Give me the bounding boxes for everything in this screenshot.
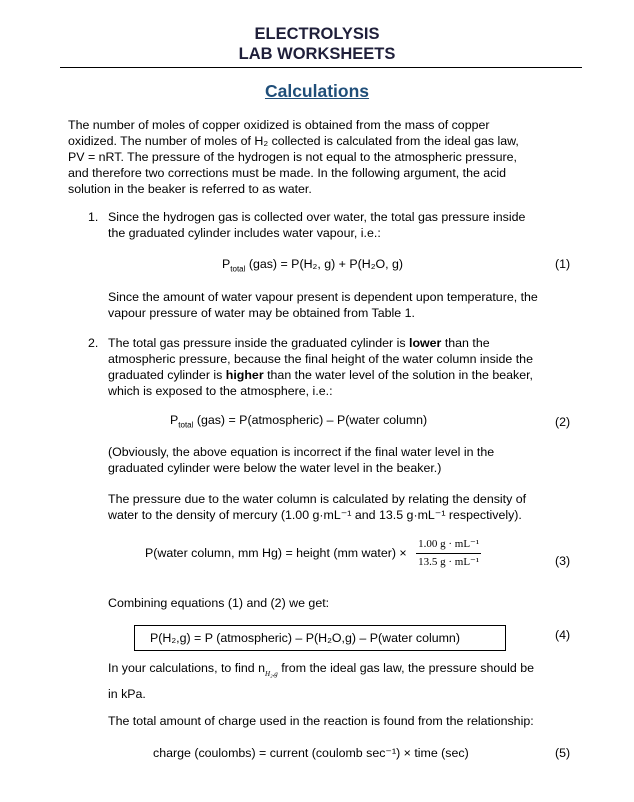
density-fraction bbox=[416, 538, 481, 569]
intro-line: PV = nRT. The pressure of the hydrogen is not equal to the atmospheric pressure, bbox=[68, 150, 517, 164]
intro-line: The number of moles of copper oxidized is obtained from the mass of copper bbox=[68, 118, 490, 132]
equation-5-number: (5) bbox=[555, 746, 571, 760]
equation-4: P(H₂,g) = P (atmospheric) – P(H₂O,g) – P(water column) bbox=[150, 631, 460, 645]
equation-4-number: (4) bbox=[555, 628, 571, 642]
item1-after-line: vapour pressure of water may be obtained from Table 1. bbox=[108, 306, 415, 320]
equation-3: P(water column, mm Hg) = height (mm water) × $\frac{\text{1.00 g · mL⁻¹}}{\text{13.5 g · mL⁻¹}}$ bbox=[145, 538, 480, 568]
equation-5: charge (coulombs) = current (coulomb sec⁻¹) × time (sec) bbox=[153, 746, 469, 760]
item2-note bbox=[108, 444, 578, 476]
worksheet-title-line2: LAB WORKSHEETS bbox=[238, 45, 396, 63]
intro-line: solution in the beaker is referred to as water. bbox=[68, 182, 312, 196]
worksheet-title-line1: ELECTROLYSIS bbox=[254, 25, 380, 43]
item1-after bbox=[108, 289, 578, 321]
item1-text bbox=[108, 209, 578, 241]
item1-line: Since the hydrogen gas is collected over water, the total gas pressure inside bbox=[108, 210, 526, 224]
equation-2: $P_{total}$ (gas) = P(atmospheric) – P(water column) bbox=[170, 413, 428, 430]
equation-2-number: (2) bbox=[555, 415, 571, 429]
intro-line: and therefore two corrections must be made. In the following argument, the acid bbox=[68, 166, 507, 180]
density-line: The pressure due to the water column is calculated by relating the density of bbox=[108, 492, 527, 506]
density-paragraph bbox=[108, 491, 578, 523]
kpa-paragraph bbox=[108, 660, 588, 702]
fraction-denominator: 13.5 g · mL⁻¹ bbox=[418, 556, 480, 568]
item1-after-line: Since the amount of water vapour present is dependent upon temperature, the bbox=[108, 290, 538, 304]
fraction-numerator: 1.00 g · mL⁻¹ bbox=[416, 538, 481, 554]
kpa-line: In your calculations, to find $n_{H_2,g}$ from the ideal gas law, the pressure should be bbox=[108, 661, 535, 678]
item2-line: atmospheric pressure, because the final height of the water column inside the bbox=[108, 352, 533, 366]
item-number: 1. bbox=[88, 210, 99, 224]
item2-text bbox=[108, 335, 578, 399]
kpa-line: in kPa. bbox=[108, 687, 146, 701]
header-divider bbox=[60, 67, 582, 68]
section-heading: Calculations bbox=[264, 81, 370, 101]
charge-intro: The total amount of charge used in the reaction is found from the relationship: bbox=[108, 714, 534, 728]
equation-3-number: (3) bbox=[555, 554, 571, 568]
item-number: 2. bbox=[88, 336, 99, 350]
item2-line: The total gas pressure inside the graduated cylinder is lower than the bbox=[108, 336, 490, 350]
item2-line: graduated cylinder is higher than the water level of the solution in the beaker, bbox=[108, 368, 533, 382]
equation-1: $P_{total}$ (gas) = P(H₂, g) + P(H₂O, g) bbox=[222, 257, 404, 274]
item1-line: the graduated cylinder includes water vapour, i.e.: bbox=[108, 226, 381, 240]
equation-1-number: (1) bbox=[555, 257, 571, 271]
note-line: (Obviously, the above equation is incorrect if the final water level in the bbox=[108, 445, 495, 459]
item2-line: which is exposed to the atmosphere, i.e.: bbox=[108, 384, 333, 398]
density-line: water to the density of mercury (1.00 g·mL⁻¹ and 13.5 g·mL⁻¹ respectively). bbox=[108, 508, 522, 522]
intro-paragraph bbox=[68, 117, 588, 197]
intro-line: oxidized. The number of moles of H₂ collected is calculated from the ideal gas law, bbox=[68, 134, 519, 148]
note-line: graduated cylinder were below the water level in the beaker.) bbox=[108, 461, 442, 475]
combining-text: Combining equations (1) and (2) we get: bbox=[108, 596, 330, 610]
